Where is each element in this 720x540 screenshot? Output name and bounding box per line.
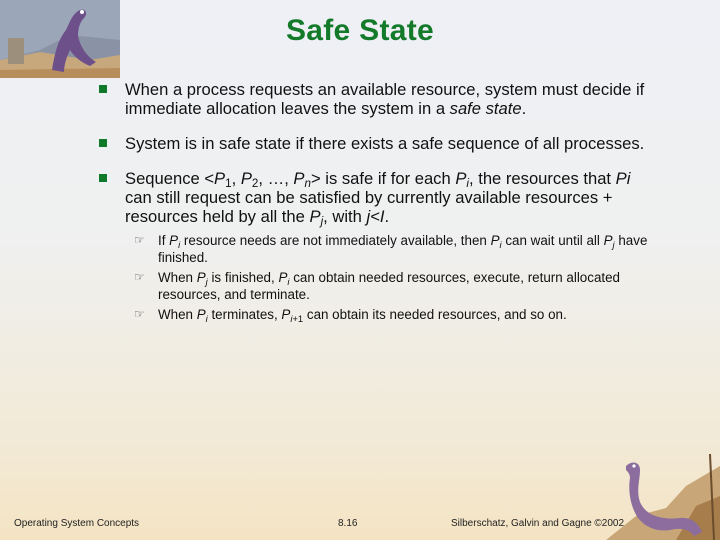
sub-bullet-text xyxy=(158,269,658,303)
text-segment: resource needs are not immediately available, then xyxy=(180,233,491,248)
text-segment: When xyxy=(158,307,197,322)
bullet-text xyxy=(125,80,658,118)
text-segment: When a process requests an available resource, system must decide if immediate allocation leaves the system in a xyxy=(125,80,645,118)
pointing-hand-icon: ☞ xyxy=(134,307,145,321)
text-segment: When xyxy=(158,270,197,285)
text-segment: , xyxy=(231,169,241,188)
slide-title: Safe State xyxy=(285,14,435,47)
text-segment: P xyxy=(196,307,206,322)
text-segment: 2 xyxy=(251,177,259,190)
text-segment: can still request can be satisfied by currently available resources + resources held by all the xyxy=(125,188,613,226)
text-segment: terminates, xyxy=(207,307,282,322)
text-segment: P xyxy=(196,270,206,285)
text-segment: , the resources that xyxy=(469,169,616,188)
text-segment: , with xyxy=(323,207,367,226)
text-segment: P xyxy=(490,233,500,248)
sub-bullet-item xyxy=(133,269,658,303)
text-segment: P xyxy=(309,207,321,226)
sub-bullet-text xyxy=(158,232,658,266)
footer-copyright: Silberschatz, Galvin and Gagne ©2002 xyxy=(451,518,625,529)
sub-bullet-item xyxy=(133,232,658,266)
text-segment: safe state xyxy=(449,99,522,118)
text-segment: P xyxy=(603,233,613,248)
text-segment: , …, xyxy=(258,169,294,188)
text-segment: j xyxy=(612,240,615,250)
text-segment: P xyxy=(214,169,226,188)
text-segment: P xyxy=(240,169,252,188)
text-segment: Pi xyxy=(615,169,631,188)
text-segment: i xyxy=(290,314,293,324)
text-segment: 1 xyxy=(225,177,232,190)
footer-course-name: Operating System Concepts xyxy=(14,518,140,529)
bullet-item xyxy=(98,80,658,118)
text-segment: can wait until all xyxy=(501,233,604,248)
footer-page-number: 8.16 xyxy=(338,518,358,529)
text-segment: j xyxy=(205,277,208,287)
text-segment: i xyxy=(205,314,208,324)
text-segment: is finished, xyxy=(207,270,279,285)
text-segment: . xyxy=(384,207,390,226)
bullet-text xyxy=(125,134,658,153)
text-segment: > is safe if for each xyxy=(310,169,456,188)
text-segment: P xyxy=(169,233,179,248)
bullet-text xyxy=(125,169,658,226)
text-segment: j<I xyxy=(366,207,385,226)
text-segment: can obtain needed resources, execute, return allocated resources, and terminate. xyxy=(158,270,621,302)
text-segment: have finished. xyxy=(158,233,648,265)
pointing-hand-icon: ☞ xyxy=(134,233,145,247)
text-segment: i xyxy=(499,240,502,250)
text-segment: i xyxy=(178,240,181,250)
text-segment: P xyxy=(278,270,288,285)
text-segment: i xyxy=(287,277,290,287)
text-segment: i xyxy=(466,177,469,190)
pointing-hand-icon: ☞ xyxy=(134,270,145,284)
bullet-item xyxy=(98,169,658,323)
sub-bullet-item xyxy=(133,306,658,323)
text-segment: If xyxy=(158,233,170,248)
text-segment: Sequence < xyxy=(125,169,215,188)
text-segment: System is in safe state if there exists a safe sequence of all processes. xyxy=(125,134,645,153)
text-segment: P xyxy=(455,169,467,188)
text-segment: P xyxy=(293,169,305,188)
sub-bullet-list xyxy=(133,232,658,323)
text-segment: . xyxy=(521,99,527,118)
bullet-item xyxy=(98,134,658,153)
text-segment: n xyxy=(304,177,311,190)
text-segment: P xyxy=(281,307,291,322)
square-bullet-icon xyxy=(99,174,107,182)
text-segment: j xyxy=(320,215,324,228)
text-segment: can obtain its needed resources, and so on. xyxy=(303,307,567,322)
bullet-list xyxy=(98,80,658,339)
text-segment: +1 xyxy=(292,314,304,324)
square-bullet-icon xyxy=(99,139,107,147)
square-bullet-icon xyxy=(99,85,107,93)
sub-bullet-text xyxy=(158,306,658,323)
